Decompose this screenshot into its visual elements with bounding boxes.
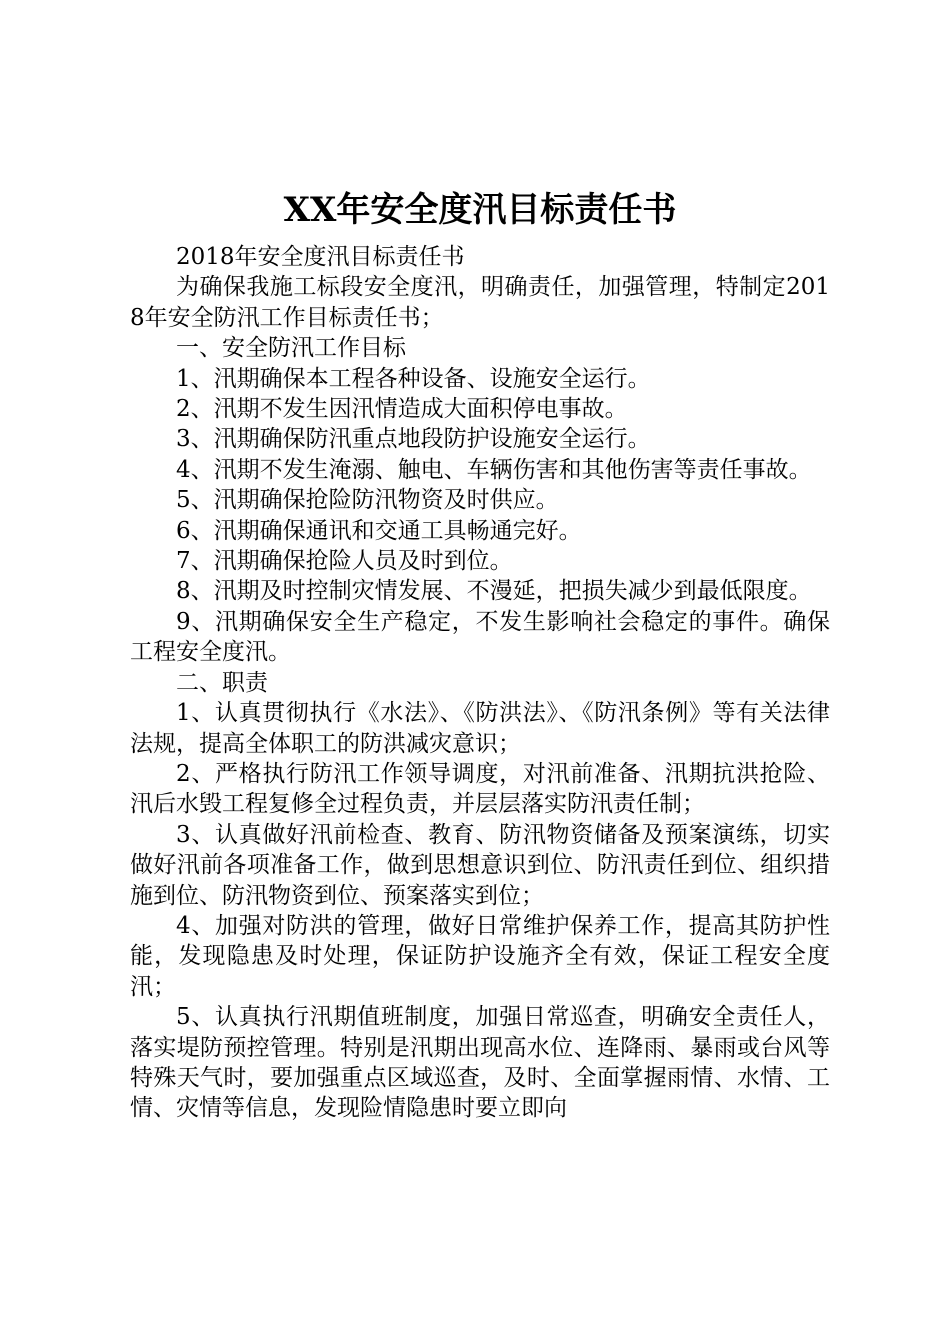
- document-title: XX年安全度汛目标责任书: [283, 190, 677, 230]
- duty-item: 5、认真执行汛期值班制度，加强日常巡查，明确安全责任人，落实堤防预控管理。特别是汛期出现高水位、连降雨、暴雨或台风等特殊天气时，要加强重点区域巡查，及时、全面掌握雨情、水情、工情、灾情等信息，发现险情隐患时要立即向: [130, 1004, 830, 1122]
- goal-item: 2、汛期不发生因汛情造成大面积停电事故。: [176, 396, 628, 423]
- section-heading-goals: 一、安全防汛工作目标: [176, 335, 406, 362]
- goal-item: 1、汛期确保本工程各种设备、设施安全运行。: [176, 365, 651, 392]
- document-body: [130, 242, 830, 1124]
- goal-item: 3、汛期确保防汛重点地段防护设施安全运行。: [176, 426, 651, 453]
- duty-item: 4、加强对防洪的管理，做好日常维护保养工作，提高其防护性能，发现隐患及时处理，保证防护设施齐全有效，保证工程安全度汛；: [130, 912, 830, 1000]
- goal-item: 4、汛期不发生淹溺、触电、车辆伤害和其他伤害等责任事故。: [176, 456, 812, 483]
- paragraph-subtitle: 2018年安全度汛目标责任书: [176, 244, 465, 270]
- duty-item: 3、认真做好汛前检查、教育、防汛物资储备及预案演练，切实做好汛前各项准备工作，做到思想意识到位、防汛责任到位、组织措施到位、防汛物资到位、预案落实到位；: [130, 821, 830, 909]
- goal-item: 8、汛期及时控制灾情发展、不漫延，把损失减少到最低限度。: [176, 578, 812, 605]
- goal-item: 6、汛期确保通讯和交通工具畅通完好。: [176, 517, 582, 544]
- section-heading-duties: 二、职责: [176, 669, 268, 696]
- duty-item: 1、认真贯彻执行《水法》、《防洪法》、《防汛条例》等有关法律法规，提高全体职工的防洪减灾意识；: [130, 700, 830, 757]
- goal-item: 9、汛期确保安全生产稳定，不发生影响社会稳定的事件。确保工程安全度汛。: [130, 608, 830, 666]
- goal-item: 5、汛期确保抢险防汛物资及时供应。: [176, 487, 559, 514]
- document-page: [130, 178, 830, 1124]
- goal-item: 7、汛期确保抢险人员及时到位。: [176, 548, 513, 575]
- duty-item: 2、严格执行防汛工作领导调度，对汛前准备、汛期抗洪抢险、汛后水毁工程复修全过程负责，并层层落实防汛责任制；: [130, 760, 830, 818]
- paragraph-intro: 为确保我施工标段安全度汛，明确责任，加强管理，特制定2018年安全防汛工作目标责任书；: [130, 274, 830, 331]
